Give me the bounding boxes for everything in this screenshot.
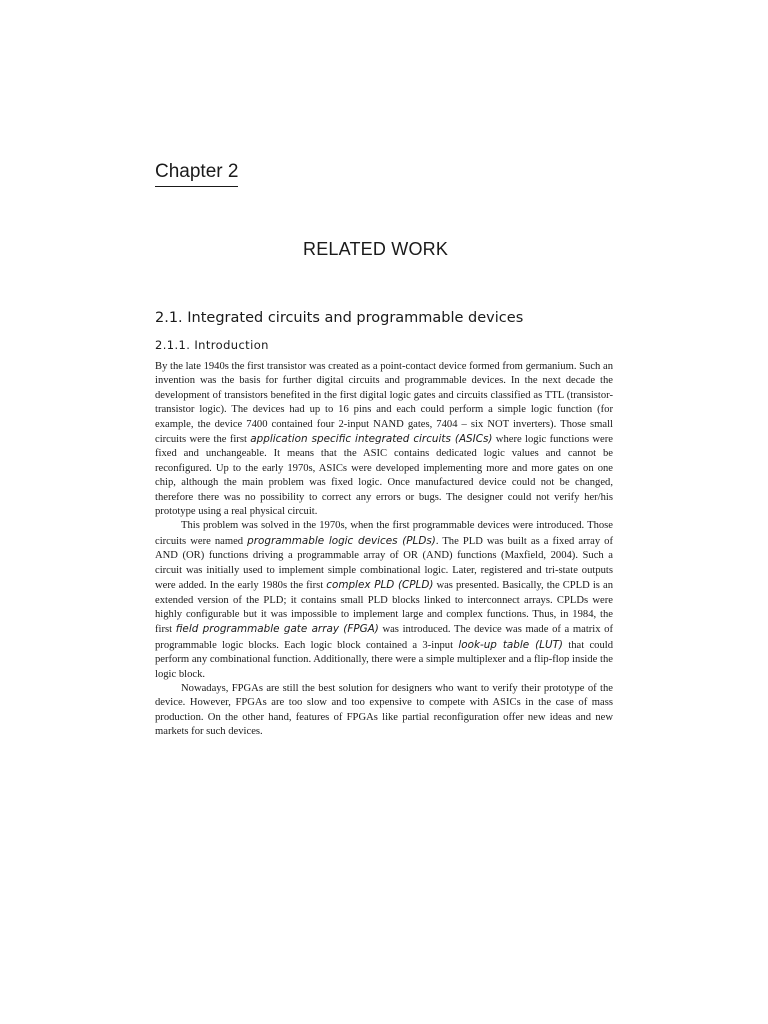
paragraph-1 xyxy=(155,360,613,519)
term-asics: application specific integrated circuits (ASICs) xyxy=(250,433,493,446)
text-run: By the late 1940s the first transistor was created as a point-contact device formed from germanium. Such an invention was the basis for further digital circuits and programmable devices. In the next decade the development of transistors benefited in the first digital logic gates and circuits classified as TTL (transistor-transistor logic). The devices had up to 16 pins and each could perform a simple logic function (for example, the device 7400 contained four 2-input NAND gates, 7404 – six NOT inverters). Those small circuits were the first xyxy=(155,361,613,446)
term-plds: programmable logic devices (PLDs) xyxy=(247,534,436,547)
chapter-title: RELATED WORK xyxy=(303,239,449,259)
body-text xyxy=(155,360,613,740)
term-fpga: field programmable gate array (FPGA) xyxy=(175,623,379,636)
text-run: was introduced. The device was made of a matrix of programmable logic blocks. Each logic block contained a 3-input xyxy=(155,624,613,651)
text-run: was presented. Basically, the CPLD is an extended version of the PLD; it contains small PLD blocks linked to interconnect arrays. CPLDs were highly configurable but it was impossible to implement large and complex functions. Thus, in 1984, the first xyxy=(155,580,613,636)
paragraph-3 xyxy=(155,682,613,740)
term-cpld: complex PLD (CPLD) xyxy=(326,579,434,592)
paragraph-2 xyxy=(155,519,613,681)
text-run: Nowadays, FPGAs are still the best solution for designers who want to verify their prototype of the device. However, FPGAs are too slow and too expensive to compete with ASICs in the case of mass production. On the other hand, features of FPGAs like partial reconfiguration offer new ideas and new markets for such devices. xyxy=(155,682,613,738)
subsection-heading: 2.1.1. Introduction xyxy=(155,338,269,352)
text-run: where logic functions were fixed and unchangeable. It means that the ASIC contains dedicated logic values and cannot be reconfigured. Up to the early 1970s, ASICs were developed implementing more and more gates on one chip, although the main problem was fixed logic. Once manufactured device could not be changed, therefore there was no possibility to correct any errors or bugs. The designer could not verify her/his prototype using a real physical circuit. xyxy=(155,434,613,518)
text-run: This problem was solved in the 1970s, when the first programmable devices were introduced. Those circuits were named xyxy=(155,520,613,547)
text-run: that could perform any combinational function. Additionally, there were a simple multiplexer and a flip-flop inside the logic block. xyxy=(155,639,613,680)
text-run: . The PLD was built as a fixed array of AND (OR) functions driving a programmable array of OR (AND) functions (Maxfield, 2004). Such a circuit was initially used to implement simple combinational logic. Later, registered and tri-state outputs were added. In the early 1980s the first xyxy=(155,535,613,592)
section-heading: 2.1. Integrated circuits and programmable devices xyxy=(155,310,524,326)
chapter-label: Chapter 2 xyxy=(155,160,238,187)
term-lut: look-up table (LUT) xyxy=(458,638,563,651)
